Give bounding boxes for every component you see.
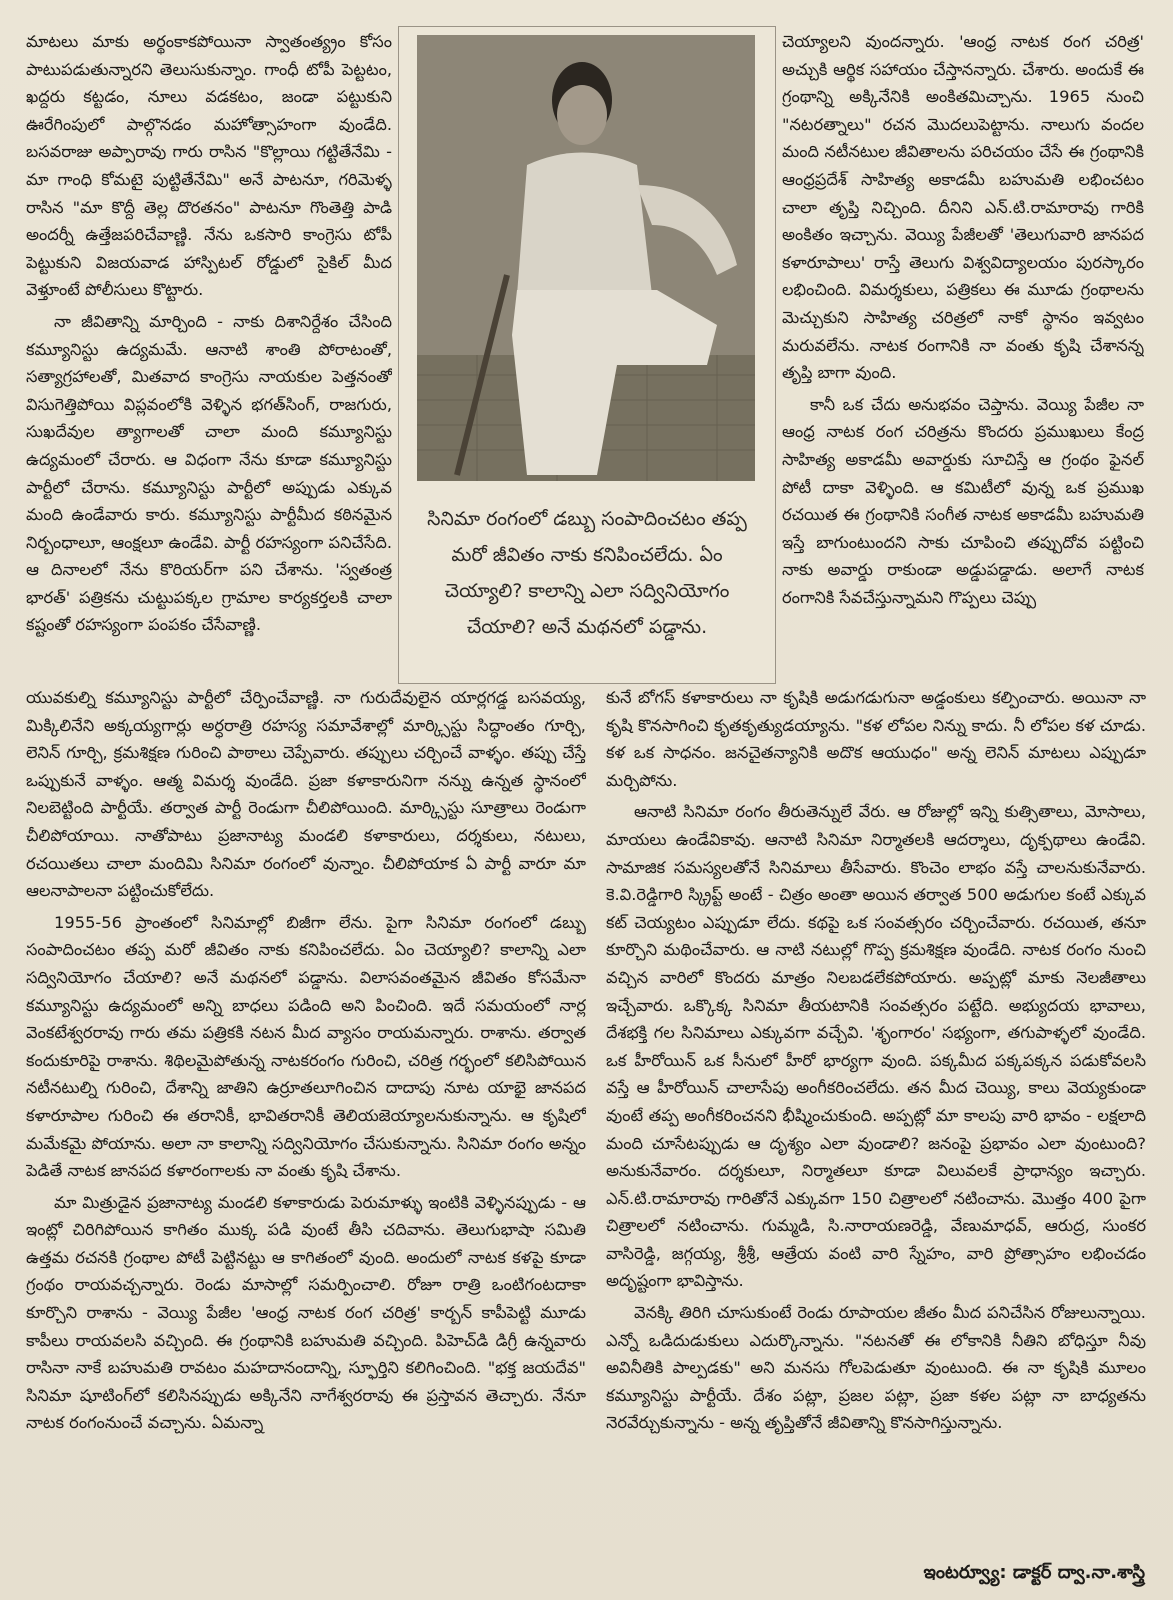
paragraph: ఆనాటి సినిమా రంగం తీరుతెన్నులే వేరు. ఆ రోజుల్లో ఇన్ని కుత్సితాలు, మోసాలు, మాయలు ఉండేవికావు. ఆనాటి సినిమా నిర్మాతలకి ఆదర్శాలు, దృక్పథాలు ఉండేవి. సామాజిక సమస్యలతోనే సినిమాలు తీసేవారు. కొంచెం లాభం వస్తే చాలనుకునేవారు. కె.వి.రెడ్డిగారి స్క్రిప్ట్ అంటే - చిత్రం అంతా అయిన తర్వాత 500 అడుగుల కంటే ఎక్కువ కట్ చెయ్యటం ఎప్పుడూ లేదు. కథపై ఒక సంవత్సరం చర్చించేవారు. రచయిత, తనూ కూర్చొని మథించేవారు. ఆ నాటి నటుల్లో గొప్ప క్రమశిక్షణ వుండేది. నాటక రంగం నుంచి వచ్చిన వారిలో కొందరు మాత్రం నిలబడలేకపోయారు. అప్పట్లో మాకు నెలజీతాలు ఇచ్చేవారు. ఒక్కొక్క సినిమా తీయటానికి సంవత్సరం పట్టేది. అభ్యుదయ భావాలు, దేశభక్తి గల సినిమాలు ఎక్కువగా వచ్చేవి. 'శృంగారం' సభ్యంగా, తగుపాళ్ళలో వుండేది. ఒక హీరోయిన్ ఒక సీనులో హీరో భార్యగా వుంది. పక్కమీద పక్కపక్కన పడుకోవలసి వస్తే ఆ హీరోయిన్ చాలాసేపు అంగీకరించలేదు. తన మీద చెయ్యి, కాలు వెయ్యకుండా వుంటే తప్ప అంగీకరించనని భీష్మించుకుంది. అప్పట్లో మా కాలపు వారి భావం - లక్షలాది మంది చూసేటప్పుడు ఆ దృశ్యం ఎలా వుండాలి? జనంపై ప్రభావం ఎలా వుంటుంది? అనుకునేవారం. దర్శకులూ, నిర్మాతలూ కూడా విలువలకే ప్రాధాన్యం ఇచ్చారు. ఎన్.టి.రామారావు గారితోనే ఎక్కువగా 150 చిత్రాలలో నటించాను. మొత్తం 400 పైగా చిత్రాలలో నటించాను. గుమ్మడి, సి.నారాయణరెడ్డి, వేణుమాధవ్, ఆరుద్ర, సుంకర వాసిరెడ్డి, జగ్గయ్య, శ్రీశ్రీ, ఆత్రేయ వంటి వారి స్నేహం, వారి ప్రోత్సాహం లభించడం అదృష్టంగా భావిస్తాను. xyxy=(606,802,1146,1291)
lower-right-column xyxy=(606,684,1146,1564)
paragraph: యువకుల్ని కమ్యూనిస్టు పార్టీలో చేర్పించేవాణ్ణి. నా గురుదేవులైన యార్లగడ్డ బసవయ్య, మిక్కిలినేని అక్కయ్యగార్లు అర్ధరాత్రి రహస్య సమావేశాల్లో మార్క్సిస్టు సిద్ధాంతం గూర్చి, లెనిన్ గూర్చి, క్రమశిక్షణ గురించి పాఠాలు చెప్పేవారు. తప్పులు చర్చించే వాళ్ళం. తప్పు చేస్తే ఒప్పుకునే వాళ్ళం. ఆత్మ విమర్శ వుండేది. ప్రజా కళాకారునిగా నన్ను ఉన్నత స్థానంలో నిలబెట్టింది పార్టీయే. తర్వాత పార్టీ రెండుగా చీలిపోయింది. మార్క్సిస్టు సూత్రాలు రెండుగా చీలిపోయాయి. నాతోపాటు ప్రజానాట్య మండలి కళాకారులు, దర్శకులు, నటులు, రచయితలు చాలా మందిమి సినిమా రంగంలో వున్నాం. చీలిపోయాక ఏ పార్టీ వారూ మా ఆలనాపాలనా పట్టించుకోలేదు. xyxy=(26,688,586,901)
paragraph: నా జీవితాన్ని మార్చింది - నాకు దిశానిర్దేశం చేసింది కమ్యూనిస్టు ఉద్యమమే. ఆనాటి శాంతి పోరాటంతో, సత్యాగ్రహాలతో, మితవాద కాంగ్రెసు నాయకుల పెత్తనంతో విసుగెత్తిపోయి విప్లవంలోకి వెళ్ళిన భగత్‌సింగ్, రాజగురు, సుఖదేవుల త్యాగాలతో చాలా మంది కమ్యూనిస్టు ఉద్యమంలో చేరారు. ఆ విధంగా నేను కూడా కమ్యూనిస్టు పార్టీలో చేరాను. కమ్యూనిస్టు పార్టీలో అప్పుడు ఎక్కువ మంది ఉండేవారు కారు. కమ్యూనిస్టు పార్టీమీద కఠినమైన నిర్బంధాలూ, ఆంక్షలూ ఉండేవి. పార్టీ రహస్యంగా పనిచేసేది. ఆ దినాలలో నేను కొరియర్‌గా పని చేశాను. 'స్వతంత్ర భారత్' పత్రికను చుట్టుపక్కల గ్రామాల కార్యకర్తలకి చాలా కష్టంతో రహస్యంగా పంపకం చేసేవాణ్ణి. xyxy=(26,311,392,635)
paragraph: చెయ్యాలని వుందన్నారు. 'ఆంధ్ర నాటక రంగ చరిత్ర' అచ్చుకి ఆర్థిక సహాయం చేస్తానన్నారు. చేశారు. అందుకే ఈ గ్రంథాన్ని అక్కినేనికి అంకితమిచ్చాను. 1965 నుంచి "నటరత్నాలు" రచన మొదలుపెట్టాను. నాలుగు వందల మంది నటీనటుల జీవితాలను పరిచయం చేసే ఈ గ్రంథానికి ఆంధ్రప్రదేశ్ సాహిత్య అకాడమీ బహుమతి లభించటం చాలా తృప్తి నిచ్చింది. దీనిని ఎన్.టి.రామారావు గారికి అంకితం ఇచ్చాను. వెయ్యి పేజీలతో 'తెలుగువారి జానపద కళారూపాలు' రాస్తే తెలుగు విశ్వవిద్యాలయం పురస్కారం లభించింది. విమర్శకులు, పత్రికలు ఈ మూడు గ్రంథాలను మెచ్చుకుని సాహిత్య చరిత్రలో నాకో స్థానం ఇవ్వటం మరువలేను. నాటక రంగానికి నా వంతు కృషి చేశానన్న తృప్తి బాగా వుంది. xyxy=(782,32,1144,383)
portrait-photo xyxy=(417,35,755,481)
paragraph: వెనక్కి తిరిగి చూసుకుంటే రెండు రూపాయల జీతం మీద పనిచేసిన రోజులున్నాయి. ఎన్నో ఒడిదుడుకులు ఎదుర్కొన్నాను. "నటనతో ఈ లోకానికి నీతిని బోధిస్తూ నీవు అవినీతికి పాల్పడకు" అని మనసు గోలపెడుతూ వుంటుంది. ఈ నా కృషికి మూలం కమ్యూనిస్టు పార్టీయే. దేశం పట్లా, ప్రజల పట్లా, ప్రజా కళల పట్లా నా బాధ్యతను నెరవేర్చుకున్నాను - అన్న తృప్తితోనే జీవితాన్ని కొనసాగిస్తున్నాను. xyxy=(606,1303,1146,1433)
paragraph: 1955-56 ప్రాంతంలో సినిమాల్లో బిజీగా లేను. పైగా సినిమా రంగంలో డబ్బు సంపాదించటం తప్ప మరో జీవితం నాకు కనిపించలేదు. ఏం చెయ్యాలి? కాలాన్ని ఎలా సద్వినియోగం చేయాలి? అనే మథనలో పడ్డాను. విలాసవంతమైన జీవితం కోసమేనా కమ్యూనిస్టు ఉద్యమంలో అన్ని బాధలు పడింది అని పించింది. ఇదే సమయంలో నార్ల వెంకటేశ్వరరావు గారు తమ పత్రికకి నటన మీద వ్యాసం రాయమన్నారు. రాశాను. తర్వాత కందుకూరిపై రాశాను. శిథిలమైపోతున్న నాటకరంగం గురించి, చరిత్ర గర్భంలో కలిసిపోయిన నటీనటుల్ని గురించి, దేశాన్ని జాతిని ఉర్రూతలూగించిన దాదాపు నూట యాభై జానపద కళారూపాల గురించి ఈ తరానికీ, భావితరానికీ తెలియజెయ్యాలనుకున్నాను. ఆ కృషిలో మమేకమై పోయాను. అలా నా కాలాన్ని సద్వినియోగం చేసుకున్నాను. సినిమా రంగం అన్నం పెడితే నాటక జానపద కళారంగాలకు నా వంతు కృషి చేశాను. xyxy=(26,912,586,1181)
paragraph: మాటలు మాకు అర్థంకాకపోయినా స్వాతంత్య్రం కోసం పాటుపడుతున్నారని తెలుసుకున్నాం. గాంధీ టోపీ పెట్టటం, ఖద్దరు కట్టడం, నూలు వడకటం, జండా పట్టుకుని ఊరేగింపులో పాల్గొనడం మహోత్సాహంగా వుండేది. బసవరాజు అప్పారావు గారు రాసిన "కొల్లాయి గట్టితేనేమి - మా గాంధి కోమటై పుట్టితేనేమి" అనే పాటనూ, గరిమెళ్ళ రాసిన "మా కొద్దీ తెల్ల దొరతనం" పాటనూ గొంతెత్తి పాడి అందర్నీ ఉత్తేజపరిచేవాణ్ణి. నేను ఒకసారి కాంగ్రెసు టోపీ పెట్టుకుని విజయవాడ హాస్పిటల్ రోడ్డులో సైకిల్ మీద వెళ్తూంటే పోలీసులు కొట్టారు. xyxy=(26,32,392,300)
lower-left-column xyxy=(26,684,586,1564)
paragraph: కునే బోగస్ కళాకారులు నా కృషికి అడుగడుగునా అడ్డంకులు కల్పించారు. అయినా నా కృషి కొనసాగించి కృతకృత్యుడయ్యాను. "కళ లోపల నిన్ను కాదు. నీ లోపల కళ చూడు. కళ ఒక సాధనం. జనచైతన్యానికి అదొక ఆయుధం" అన్న లెనిన్ మాటలు ఎప్పుడూ మర్చిపోను. xyxy=(606,688,1146,790)
column-1 xyxy=(26,28,392,680)
paragraph: కానీ ఒక చేదు అనుభవం చెప్తాను. వెయ్యి పేజీల నా ఆంధ్ర నాటక రంగ చరిత్రను కొందరు ప్రముఖులు కేంద్ర సాహిత్య అకాడమీ అవార్డుకు సూచిస్తే ఆ గ్రంథం ఫైనల్ పోటీ దాకా వెళ్ళింది. ఆ కమిటీలో వున్న ఒక ప్రముఖ రచయిత ఈ గ్రంథానికి సంగీత నాటక అకాడమీ బహుమతి ఇస్తే బాగుంటుందని సాకు చూపించి తప్పుదోవ పట్టించి నాకు అవార్డు రాకుండా అడ్డుపడ్డాడు. అలాగే నాటక రంగానికి సేవచేస్తున్నామని గొప్పలు చెప్పు xyxy=(782,394,1144,607)
photo-box xyxy=(398,26,776,684)
column-3 xyxy=(782,28,1144,680)
paragraph: మా మిత్రుడైన ప్రజానాట్య మండలి కళాకారుడు పెరుమాళ్ళు ఇంటికి వెళ్ళినప్పుడు - ఆ ఇంట్లో చిరిగిపోయిన కాగితం ముక్క పడి వుంటే తీసి చదివాను. తెలుగుభాషా సమితి ఉత్తమ రచనకి గ్రంథాల పోటీ పెట్టినట్టు ఆ కాగితంలో వుంది. అందులో నాటక కళపై కూడా గ్రంథం రాయవచ్చన్నారు. రెండు మాసాల్లో సమర్పించాలి. రోజూ రాత్రి ఒంటిగంటదాకా కూర్చొని రాశాను - వెయ్యి పేజీల 'ఆంధ్ర నాటక రంగ చరిత్ర' కార్బన్ కాపీపెట్టి మూడు కాపీలు రాయవలసి వచ్చింది. ఈ గ్రంథానికి బహుమతి వచ్చింది. పిహెచ్‌డి డిగ్రీ ఉన్నవారు రాసినా నాకే బహుమతి రావటం మహదానందాన్ని, స్ఫూర్తిని కలిగించింది. "భక్త జయదేవ" సినిమా షూటింగ్‌లో కలిసినప్పుడు అక్కినేని నాగేశ్వరరావు ఈ ప్రస్తావన తెచ్చారు. నేనూ నాటక రంగంనుంచే వచ్చాను. ఏమన్నా xyxy=(26,1192,586,1433)
interviewer-credit: ఇంటర్వ్యూ: డాక్టర్ ద్వా.నా.శాస్త్రి xyxy=(923,1562,1145,1583)
pull-quote-caption: సినిమా రంగంలో డబ్బు సంపాదించటం తప్ప మరో జీవితం నాకు కనిపించలేదు. ఏం చెయ్యాలి? కాలాన్ని ఎలా సద్వినియోగం చేయాలి? అనే మథనలో పడ్డాను. xyxy=(427,508,747,638)
